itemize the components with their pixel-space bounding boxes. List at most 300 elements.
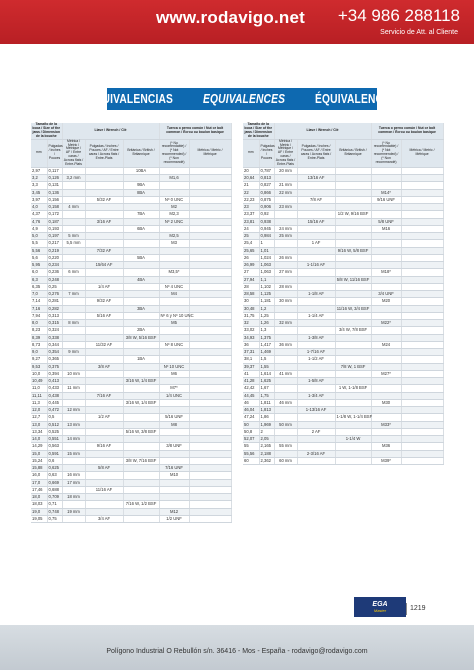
table-cell <box>62 457 85 464</box>
table-cell <box>85 501 123 508</box>
table-cell <box>189 167 231 174</box>
table-cell <box>159 305 189 312</box>
table-cell: 11,0 <box>31 385 47 392</box>
table-cell: 55 mm <box>274 443 297 450</box>
table-cell: 1,25 <box>259 312 274 319</box>
table-cell: 9/16 UNF <box>371 196 401 203</box>
table-cell <box>189 407 231 414</box>
table-cell: 1-3/8 AF <box>297 334 335 341</box>
table-cell <box>371 182 401 189</box>
table-cell: 1,375 <box>259 334 274 341</box>
table-cell: 5/32 AF <box>85 196 123 203</box>
table-cell: 0,338 <box>47 334 62 341</box>
table-cell <box>189 349 231 356</box>
table-cell <box>335 312 371 319</box>
table-row <box>31 320 231 327</box>
table-cell <box>401 399 443 406</box>
table-cell <box>401 312 443 319</box>
table-cell: M18* <box>371 269 401 276</box>
table-cell <box>274 428 297 435</box>
website-link[interactable]: www.rodavigo.net <box>156 8 305 27</box>
table-row <box>31 407 231 414</box>
table-cell <box>274 407 297 414</box>
table-cell <box>401 247 443 254</box>
table-cell <box>85 182 123 189</box>
table-cell: 19,05 <box>31 515 47 522</box>
table-cell <box>159 349 189 356</box>
table-cell: 0,276 <box>47 291 62 298</box>
table-cell <box>401 327 443 334</box>
table-cell: 22 mm <box>274 189 297 196</box>
table-row <box>31 349 231 356</box>
table-cell <box>401 450 443 457</box>
table-cell: M24 <box>371 341 401 348</box>
table-cell: 5,0 <box>31 233 47 240</box>
table-cell: 7/16 AF <box>85 392 123 399</box>
logo-top: EGA <box>372 601 388 608</box>
table-cell: 5,95 <box>31 262 47 269</box>
table-cell: 5/8 W, 11/16 BSF <box>336 276 370 282</box>
table-cell: 1,2 <box>259 305 274 312</box>
table-cell: 1/2 AF <box>85 414 123 421</box>
table-cell: 1,625 <box>259 378 274 385</box>
table-cell <box>297 254 335 261</box>
table-cell: 4,9 <box>31 225 47 232</box>
table-cell: 5/8 AF <box>85 465 123 472</box>
table-cell: 1,813 <box>259 407 274 414</box>
title-fr: ÉQUIVALENCES <box>315 92 398 106</box>
table-cell: 1-1/2 AF <box>297 356 335 363</box>
table-cell <box>274 211 297 218</box>
table-cell: 12 mm <box>62 407 85 414</box>
table-cell <box>189 443 231 450</box>
table-cell: 0,344 <box>47 341 62 348</box>
table-cell: 10 mm <box>62 370 85 377</box>
table-cell <box>371 240 401 247</box>
table-cell: 0,365 <box>47 356 62 363</box>
table-cell: 0,866 <box>259 189 274 196</box>
table-cell <box>85 508 123 515</box>
table-cell: 0,324 <box>47 327 62 334</box>
table-cell <box>159 457 189 464</box>
table-cell: 27 mm <box>274 269 297 276</box>
table-cell: 28 <box>243 283 259 290</box>
table-cell <box>297 341 335 348</box>
table-cell <box>274 334 297 341</box>
table-cell <box>159 334 189 341</box>
table-cell: 3/4 UNF <box>371 291 401 298</box>
table-cell: 13 mm <box>62 421 85 428</box>
table-cell: 4BA <box>123 276 159 283</box>
table-cell <box>401 305 443 312</box>
table-cell <box>371 167 401 174</box>
table-cell <box>401 392 443 399</box>
table-cell: Nº 8 UNC <box>159 341 189 348</box>
table-cell: 3/4 W, 7/8 BSF <box>335 327 371 334</box>
table-cell <box>335 225 371 232</box>
table-cell <box>401 175 443 182</box>
table-cell <box>401 254 443 261</box>
table-cell <box>297 204 335 211</box>
table-cell: 15/64 AF <box>85 262 123 269</box>
table-cell <box>297 305 335 312</box>
table-cell: 5 mm <box>62 233 85 240</box>
table-row <box>31 385 231 392</box>
table-cell <box>85 327 123 334</box>
table-cell <box>274 240 297 247</box>
table-cell <box>85 211 123 218</box>
table-cell: 1,811 <box>259 399 274 406</box>
table-cell: 23,37 <box>243 211 259 218</box>
table-row <box>31 211 231 218</box>
table-cell <box>85 472 123 479</box>
table-cell <box>371 407 401 414</box>
table-cell: 12,7 <box>31 414 47 421</box>
table-row <box>31 479 231 486</box>
table-cell <box>189 262 231 269</box>
table-cell: 1,26 <box>259 320 274 327</box>
table-cell <box>335 240 371 247</box>
table-cell <box>189 378 231 385</box>
table-cell <box>297 189 335 196</box>
table-cell: 5/16 AF <box>85 312 123 319</box>
header-wrench: Llave / Wrench / Clé <box>62 123 159 139</box>
table-cell <box>371 414 401 421</box>
brand-logo <box>354 597 406 617</box>
table-row <box>31 356 231 363</box>
table-cell <box>274 291 297 298</box>
table-cell: 23,81 <box>243 218 259 225</box>
table-cell <box>189 218 231 225</box>
table-cell <box>297 457 335 464</box>
table-cell <box>159 486 189 493</box>
table-cell <box>189 254 231 261</box>
table-cell <box>371 450 401 457</box>
table-row <box>243 196 443 203</box>
table-cell: 0,6 <box>47 457 62 464</box>
table-cell: 9,27 <box>31 356 47 363</box>
table-row <box>31 341 231 348</box>
table-cell <box>85 370 123 377</box>
table-cell: M2,5 <box>159 233 189 240</box>
table-cell <box>123 247 159 254</box>
table-cell <box>189 233 231 240</box>
table-cell <box>189 465 231 472</box>
table-cell: 13,34 <box>31 428 47 435</box>
table-cell <box>159 494 189 501</box>
table-cell: 21 <box>243 182 259 189</box>
table-cell: 46 <box>243 399 259 406</box>
table-cell: 0,25 <box>47 283 62 290</box>
table-cell <box>85 305 123 312</box>
table-cell: 0,512 <box>47 421 62 428</box>
table-cell: 28 mm <box>274 283 297 290</box>
table-cell: 0,281 <box>47 298 62 305</box>
table-cell: 0,248 <box>47 276 62 283</box>
table-cell <box>85 457 123 464</box>
table-cell: 9/32 AF <box>85 298 123 305</box>
table-cell: 50,8 <box>243 428 259 435</box>
table-cell: 0,313 <box>47 312 62 319</box>
table-cell <box>401 211 443 218</box>
table-cell: 0,219 <box>47 247 62 254</box>
table-cell: 1-1/4 W <box>335 436 371 443</box>
table-row <box>243 327 443 334</box>
table-cell <box>297 385 335 392</box>
table-cell: 1BA <box>123 356 159 363</box>
table-cell: 17 mm <box>62 479 85 486</box>
table-cell <box>62 247 85 254</box>
table-cell: 4,76 <box>31 218 47 225</box>
table-cell: 20 <box>243 167 259 174</box>
table-cell <box>85 399 123 406</box>
table-cell <box>123 436 159 443</box>
table-cell <box>335 392 371 399</box>
table-cell: 15,88 <box>31 465 47 472</box>
table-cell: 1-5/8 AF <box>297 378 335 385</box>
table-cell: 32 mm <box>274 320 297 327</box>
table-cell: M2 <box>159 204 189 211</box>
table-cell: 19 mm <box>62 508 85 515</box>
table-cell <box>371 305 401 312</box>
table-cell: 33,02 <box>243 327 259 334</box>
table-cell <box>123 269 159 276</box>
table-row <box>243 414 443 421</box>
table-cell <box>371 175 401 182</box>
table-cell: 0,375 <box>47 363 62 370</box>
table-cell <box>189 247 231 254</box>
table-cell: 0,938 <box>259 218 274 225</box>
table-cell <box>297 399 335 406</box>
table-cell: 0,156 <box>47 196 62 203</box>
table-cell: 11,3 <box>31 399 47 406</box>
table-cell: M2,3 <box>159 211 189 218</box>
table-cell <box>335 421 371 428</box>
table-cell: 0,709 <box>47 494 62 501</box>
table-cell: 41 mm <box>274 370 297 377</box>
table-cell: 3/8 W, 5/16 BSF <box>123 334 159 341</box>
table-cell <box>335 175 371 182</box>
header-inches: Pulgadas / Inches / Pouces <box>47 139 62 167</box>
table-cell: 0,625 <box>47 465 62 472</box>
table-cell <box>189 501 231 508</box>
table-cell: 30 <box>243 298 259 305</box>
table-cell: 3BA <box>123 305 159 312</box>
table-cell <box>189 291 231 298</box>
table-row <box>31 363 231 370</box>
table-cell <box>297 320 335 327</box>
table-cell <box>85 356 123 363</box>
table-cell: 27,94 <box>243 276 259 283</box>
table-cell <box>335 269 371 276</box>
table-cell <box>401 378 443 385</box>
table-cell <box>371 392 401 399</box>
table-cell <box>62 262 85 269</box>
table-cell: M12 <box>159 508 189 515</box>
table-row <box>243 428 443 435</box>
table-cell <box>274 349 297 356</box>
equivalence-table-left <box>31 123 232 523</box>
table-cell <box>159 182 189 189</box>
table-row <box>243 269 443 276</box>
table-cell: 1-1/8 AF <box>297 291 335 298</box>
table-cell <box>189 196 231 203</box>
table-cell <box>335 298 371 305</box>
table-cell: 0,433 <box>47 385 62 392</box>
table-cell <box>123 363 159 370</box>
table-row <box>31 327 231 334</box>
table-cell: 1,024 <box>259 254 274 261</box>
table-cell <box>335 356 371 363</box>
table-cell: 13,0 <box>31 421 47 428</box>
table-cell <box>123 175 159 182</box>
table-cell: Nº 10 UNC <box>159 363 189 370</box>
table-cell <box>401 421 443 428</box>
table-cell: 3,97 <box>31 196 47 203</box>
table-cell: M33* <box>371 421 401 428</box>
table-cell: 1-13/16 AF <box>297 407 335 414</box>
table-cell: 1,1 <box>259 276 274 283</box>
table-cell: 0,131 <box>47 182 62 189</box>
table-cell: 46 mm <box>274 399 297 406</box>
table-cell <box>85 349 123 356</box>
table-cell <box>335 204 371 211</box>
table-cell: 16,0 <box>31 472 47 479</box>
table-cell: 3,2 <box>31 175 47 182</box>
table-cell: 5,5 mm <box>62 240 85 247</box>
table-cell: 1,01 <box>259 247 274 254</box>
table-cell <box>371 233 401 240</box>
table-cell: 0,551 <box>47 436 62 443</box>
table-cell <box>85 378 123 385</box>
table-cell: 17,46 <box>31 486 47 493</box>
table-row <box>31 428 231 435</box>
table-cell: 20,64 <box>243 175 259 182</box>
table-cell <box>401 269 443 276</box>
table-cell: 0,126 <box>47 175 62 182</box>
table-cell: 0,413 <box>47 378 62 385</box>
table-cell <box>123 407 159 414</box>
table-cell <box>335 320 371 327</box>
table-cell: 60 <box>243 457 259 464</box>
table-cell: 2 <box>259 428 274 435</box>
table-cell: 0,906 <box>259 204 274 211</box>
table-cell: 5,5 <box>31 240 47 247</box>
table-cell: 50 <box>243 421 259 428</box>
table-cell: 0,827 <box>259 182 274 189</box>
table-row <box>31 189 231 196</box>
table-cell: 0,136 <box>47 189 62 196</box>
footer-address: Polígono Industrial O Rebullón s/n. 36416 - Mos - España - rodavigo@rodavigo.com <box>106 648 368 655</box>
table-cell <box>85 428 123 435</box>
header-metric: Métrica / Metric / Métrique / AF / Entre caras / Across flats / Entre-Plats <box>63 138 84 167</box>
table-cell <box>274 218 297 225</box>
table-cell <box>401 204 443 211</box>
table-cell <box>401 167 443 174</box>
table-cell <box>85 269 123 276</box>
table-row <box>31 182 231 189</box>
table-cell <box>189 298 231 305</box>
table-cell <box>62 341 85 348</box>
table-cell <box>335 283 371 290</box>
table-cell <box>401 283 443 290</box>
table-cell: 52,07 <box>243 436 259 443</box>
table-cell: 0,472 <box>47 407 62 414</box>
table-row <box>31 472 231 479</box>
table-cell: 4 mm <box>62 204 85 211</box>
table-cell <box>159 479 189 486</box>
table-cell <box>189 269 231 276</box>
table-cell <box>62 501 85 508</box>
table-cell <box>335 450 371 457</box>
table-cell <box>371 283 401 290</box>
table-cell: 16 mm <box>62 472 85 479</box>
table-cell: 6,3 <box>31 276 47 283</box>
table-cell <box>401 233 443 240</box>
table-row <box>31 167 231 174</box>
table-cell <box>123 262 159 269</box>
table-row <box>31 233 231 240</box>
table-row <box>243 189 443 196</box>
table-cell: 36 mm <box>274 341 297 348</box>
table-cell <box>401 407 443 414</box>
table-cell: 1,55 <box>259 363 274 370</box>
table-cell: M22* <box>371 320 401 327</box>
logo-bottom: Master <box>373 608 387 613</box>
table-cell <box>297 233 335 240</box>
table-row <box>31 450 231 457</box>
table-cell <box>62 218 85 225</box>
table-cell: 0,525 <box>47 428 62 435</box>
table-cell: 0,158 <box>47 204 62 211</box>
table-cell <box>401 349 443 356</box>
table-row <box>31 436 231 443</box>
table-cell <box>123 508 159 515</box>
table-row <box>243 305 443 312</box>
table-cell: 1/4 UNC <box>159 392 189 399</box>
table-cell: 1,969 <box>259 421 274 428</box>
table-row <box>243 254 443 261</box>
table-cell <box>189 334 231 341</box>
table-cell <box>189 305 231 312</box>
table-cell <box>274 247 297 254</box>
table-cell <box>159 254 189 261</box>
table-cell: 11 mm <box>62 385 85 392</box>
table-cell: 24 mm <box>274 225 297 232</box>
table-cell <box>371 276 401 283</box>
table-cell <box>85 436 123 443</box>
table-cell <box>123 291 159 298</box>
table-cell <box>62 515 85 522</box>
table-cell <box>335 378 371 385</box>
table-cell: M20 <box>371 298 401 305</box>
table-row <box>243 363 443 370</box>
table-cell: 1,063 <box>259 269 274 276</box>
table-cell: 11/32 AF <box>85 341 123 348</box>
table-cell: 0,117 <box>47 167 62 174</box>
table-cell <box>335 428 371 435</box>
table-cell: M10 <box>159 472 189 479</box>
table-cell <box>123 349 159 356</box>
header-unc: (* No recomendable) / (* Not recommended) / (* Non recommandé) <box>371 139 401 167</box>
table-cell <box>297 211 335 218</box>
table-cell: 55,56 <box>243 450 259 457</box>
table-cell <box>335 457 371 464</box>
table-cell: 10BA <box>123 167 159 174</box>
table-cell <box>123 196 159 203</box>
table-cell: 24 <box>243 225 259 232</box>
table-cell <box>85 225 123 232</box>
